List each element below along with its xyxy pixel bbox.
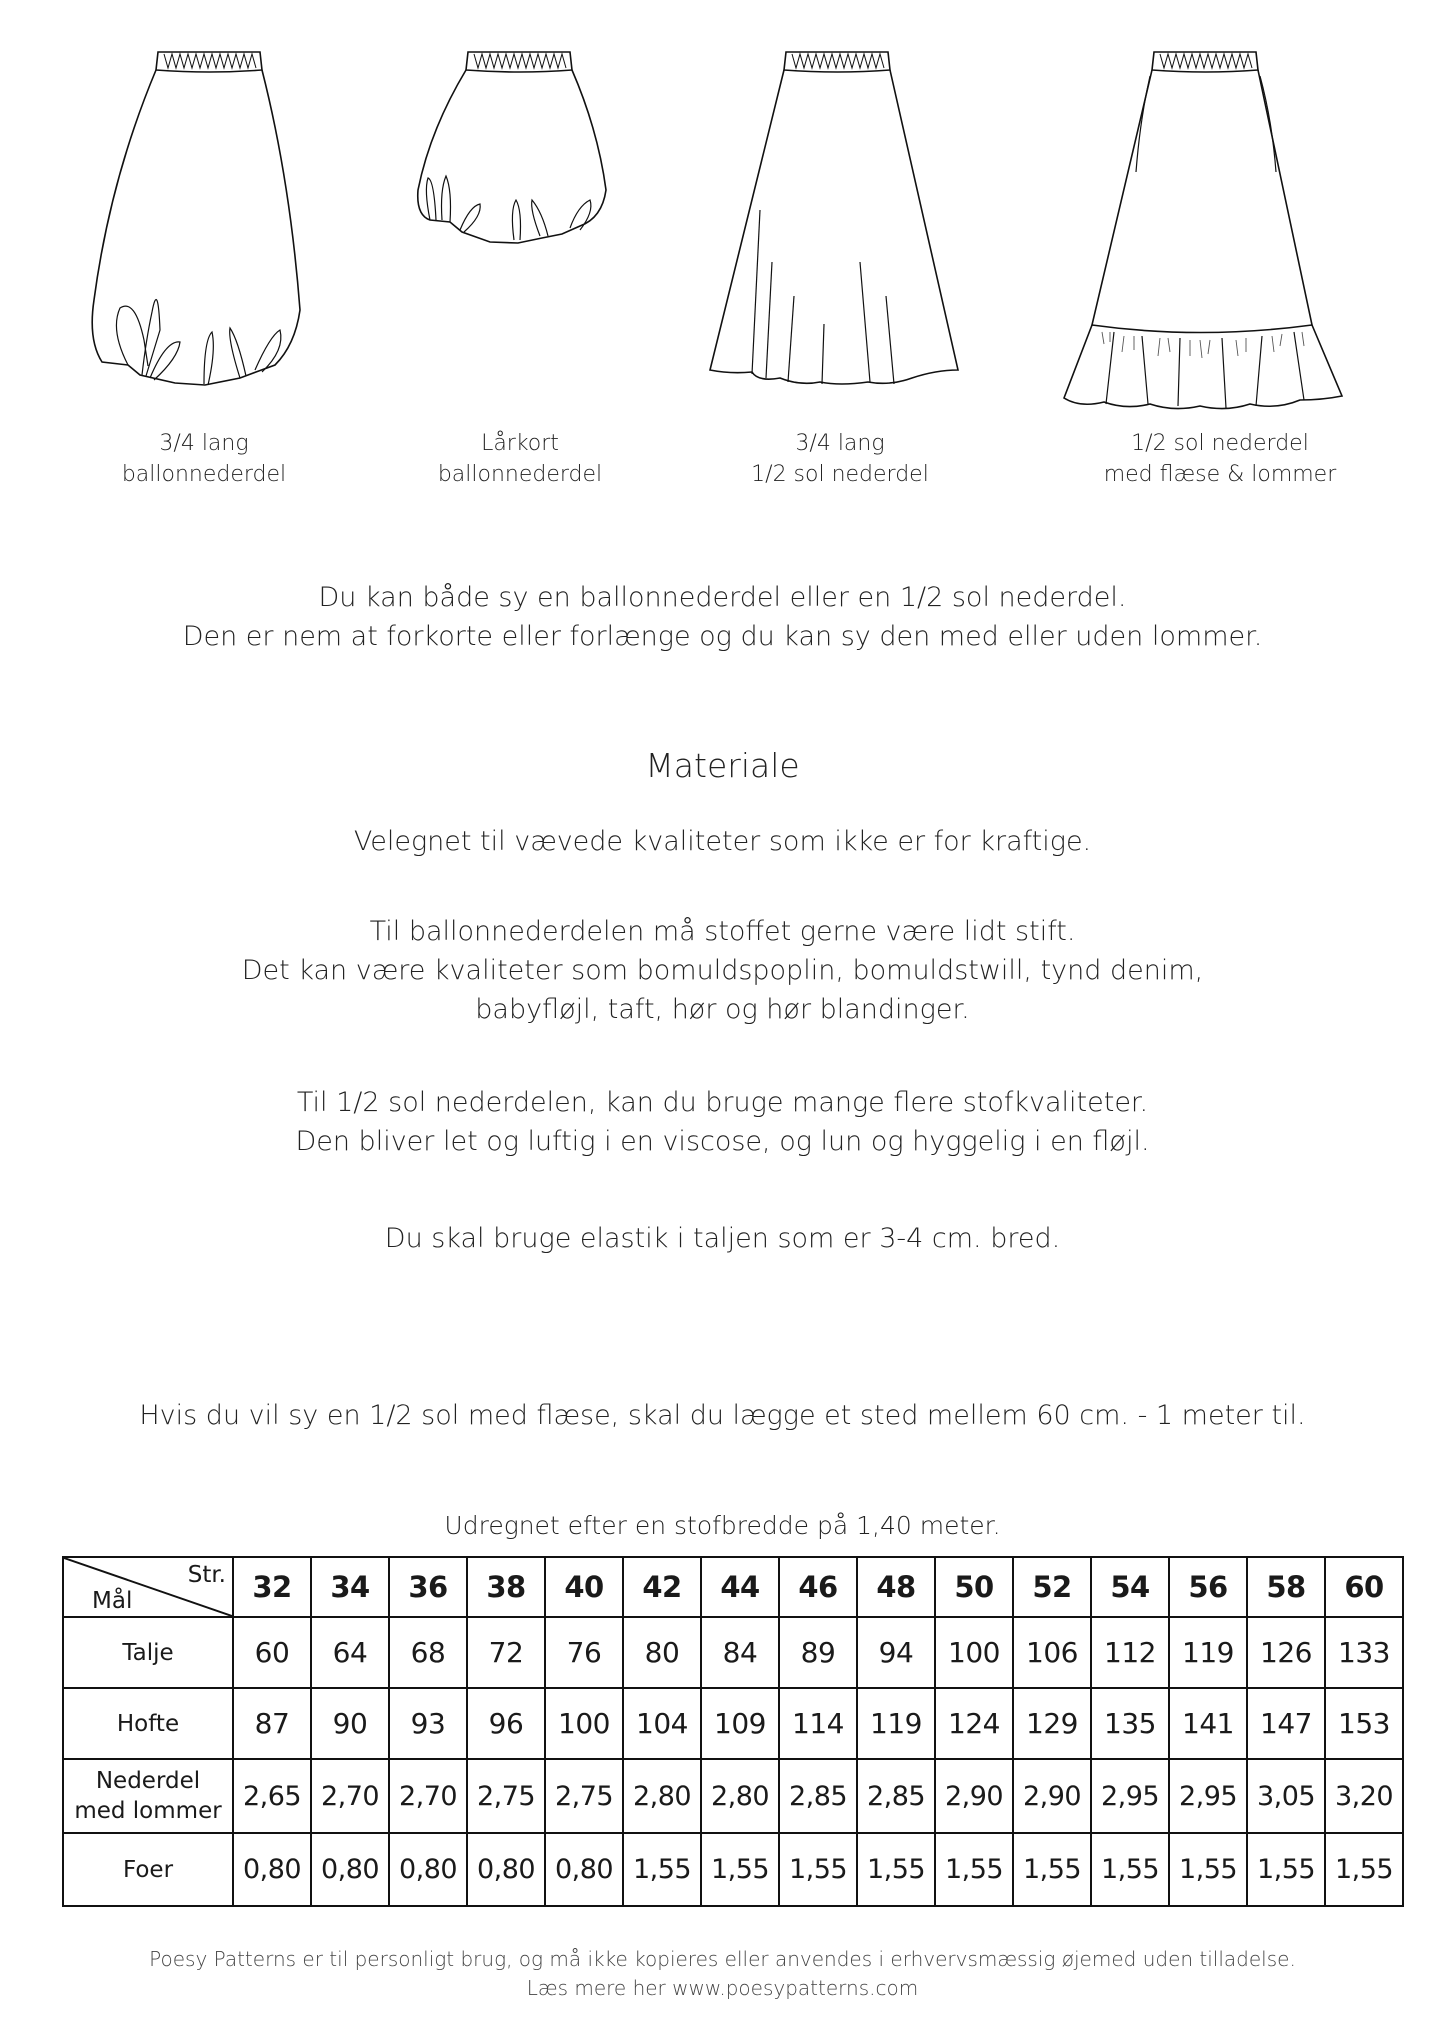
- row-label: [63, 1759, 233, 1833]
- illustration-3-4-lang-sol-nederdel: [700, 40, 990, 400]
- table-cell: 93: [389, 1688, 467, 1759]
- table-cell: 1,55: [1247, 1833, 1325, 1906]
- material-paragraph-3: [0, 1083, 1445, 1161]
- table-cell: 129: [1013, 1688, 1091, 1759]
- table-row-talje: [63, 1617, 1403, 1688]
- row-label: Foer: [63, 1833, 233, 1906]
- table-cell: 1,55: [1169, 1833, 1247, 1906]
- table-cell: 153: [1325, 1688, 1403, 1759]
- table-cell: 114: [779, 1688, 857, 1759]
- caption-line: 3/4 lang: [159, 431, 249, 456]
- table-cell: 126: [1247, 1617, 1325, 1688]
- table-cell: 141: [1169, 1688, 1247, 1759]
- size-header: 46: [779, 1557, 857, 1617]
- table-cell: 0,80: [311, 1833, 389, 1906]
- table-cell: 104: [623, 1688, 701, 1759]
- size-header: 58: [1247, 1557, 1325, 1617]
- intro-text: [0, 578, 1445, 656]
- table-cell: 119: [857, 1688, 935, 1759]
- table-cell: 1,55: [1091, 1833, 1169, 1906]
- caption-sol-nederdel-med-flaese: [1075, 428, 1365, 490]
- size-header: 38: [467, 1557, 545, 1617]
- table-cell: 147: [1247, 1688, 1325, 1759]
- table-cell: 2,80: [623, 1759, 701, 1833]
- table-cell: 1,55: [857, 1833, 935, 1906]
- table-cell: 112: [1091, 1617, 1169, 1688]
- table-row-foer: [63, 1833, 1403, 1906]
- material-line: Til 1/2 sol nederdelen, kan du bruge mange flere stofkvaliteter.: [296, 1087, 1149, 1118]
- flaese-note: Hvis du vil sy en 1/2 sol med flæse, skal du lægge et sted mellem 60 cm. - 1 meter til.: [139, 1400, 1306, 1431]
- size-header: 56: [1169, 1557, 1247, 1617]
- table-cell: 2,65: [233, 1759, 311, 1833]
- table-cell: 109: [701, 1688, 779, 1759]
- table-cell: 2,90: [935, 1759, 1013, 1833]
- table-cell: 0,80: [467, 1833, 545, 1906]
- table-cell: 2,75: [545, 1759, 623, 1833]
- size-header: 48: [857, 1557, 935, 1617]
- caption-line: med flæse & lommer: [1103, 462, 1337, 487]
- table-cell: 3,20: [1325, 1759, 1403, 1833]
- size-header: 32: [233, 1557, 311, 1617]
- size-table: [62, 1556, 1404, 1907]
- table-cell: 94: [857, 1617, 935, 1688]
- table-row-nederdel-med-lommer: [63, 1759, 1403, 1833]
- caption-line: 3/4 lang: [795, 431, 885, 456]
- table-cell: 1,55: [701, 1833, 779, 1906]
- corner-size-label: Str.: [187, 1562, 226, 1588]
- table-corner-cell: [63, 1557, 233, 1617]
- size-header: 34: [311, 1557, 389, 1617]
- table-cell: 2,80: [701, 1759, 779, 1833]
- caption-3-4-lang-ballonnederdel: [64, 428, 344, 490]
- illustration-sol-nederdel-med-flaese: [1050, 40, 1350, 410]
- table-cell: 124: [935, 1688, 1013, 1759]
- table-row-hofte: [63, 1688, 1403, 1759]
- size-header: 44: [701, 1557, 779, 1617]
- table-cell: 135: [1091, 1688, 1169, 1759]
- size-header: 36: [389, 1557, 467, 1617]
- caption-line: 1/2 sol nederdel: [751, 462, 929, 487]
- table-cell: 80: [623, 1617, 701, 1688]
- table-cell: 2,70: [389, 1759, 467, 1833]
- footer-link[interactable]: Læs mere her www.poesypatterns.com: [526, 1976, 919, 2000]
- row-label: Talje: [63, 1617, 233, 1688]
- size-header: 40: [545, 1557, 623, 1617]
- table-cell: 0,80: [389, 1833, 467, 1906]
- caption-line: 1/2 sol nederdel: [1131, 431, 1309, 456]
- material-line: Den bliver let og luftig i en viscose, og lun og hyggelig i en fløjl.: [295, 1126, 1150, 1157]
- footer-copyright: Poesy Patterns er til personligt brug, og må ikke kopieres eller anvendes i erhvervsmæssig øjemed uden tilladelse.: [149, 1947, 1296, 1971]
- table-cell: 2,70: [311, 1759, 389, 1833]
- row-label-line: med lommer: [74, 1798, 222, 1824]
- material-line: babyfløjl, taft, hør og hør blandinger.: [475, 994, 970, 1025]
- material-paragraph-4: Du skal bruge elastik i taljen som er 3-4 cm. bred.: [384, 1223, 1061, 1254]
- table-cell: 1,55: [935, 1833, 1013, 1906]
- table-cell: 133: [1325, 1617, 1403, 1688]
- illustration-3-4-lang-ballonnederdel: [80, 40, 350, 400]
- size-header: 52: [1013, 1557, 1091, 1617]
- caption-line: ballonnederdel: [121, 462, 287, 487]
- table-cell: 1,55: [623, 1833, 701, 1906]
- table-cell: 2,85: [857, 1759, 935, 1833]
- illustration-laarkort-ballonnederdel: [390, 40, 650, 280]
- material-heading: Materiale: [645, 746, 800, 785]
- size-header-row: [63, 1557, 1403, 1617]
- table-cell: 2,95: [1091, 1759, 1169, 1833]
- material-paragraph-1: Velegnet til vævede kvaliteter som ikke er for kraftige.: [353, 826, 1092, 857]
- table-cell: 106: [1013, 1617, 1091, 1688]
- table-cell: 0,80: [233, 1833, 311, 1906]
- table-cell: 1,55: [779, 1833, 857, 1906]
- material-paragraph-2: [0, 912, 1445, 1029]
- size-header: 50: [935, 1557, 1013, 1617]
- table-cell: 119: [1169, 1617, 1247, 1688]
- size-header: 60: [1325, 1557, 1403, 1617]
- table-cell: 0,80: [545, 1833, 623, 1906]
- table-cell: 3,05: [1247, 1759, 1325, 1833]
- table-cell: 96: [467, 1688, 545, 1759]
- table-cell: 100: [935, 1617, 1013, 1688]
- table-cell: 84: [701, 1617, 779, 1688]
- table-cell: 72: [467, 1617, 545, 1688]
- table-cell: 87: [233, 1688, 311, 1759]
- table-cell: 2,85: [779, 1759, 857, 1833]
- table-caption: Udregnet efter en stofbredde på 1,40 meter.: [444, 1511, 1001, 1540]
- table-cell: 89: [779, 1617, 857, 1688]
- table-cell: 2,95: [1169, 1759, 1247, 1833]
- table-cell: 1,55: [1013, 1833, 1091, 1906]
- table-cell: 60: [233, 1617, 311, 1688]
- table-cell: 2,75: [467, 1759, 545, 1833]
- intro-line: Du kan både sy en ballonnederdel eller en 1/2 sol nederdel.: [318, 582, 1127, 613]
- material-line: Det kan være kvaliteter som bomuldspoplin, bomuldstwill, tynd denim,: [241, 955, 1204, 986]
- table-cell: 1,55: [1325, 1833, 1403, 1906]
- caption-3-4-lang-sol-nederdel: [700, 428, 980, 490]
- table-cell: 64: [311, 1617, 389, 1688]
- caption-line: Lårkort: [481, 431, 559, 456]
- intro-line: Den er nem at forkorte eller forlænge og du kan sy den med eller uden lommer.: [182, 621, 1263, 652]
- corner-measure-label: Mål: [92, 1588, 133, 1614]
- row-label-line: Nederdel: [95, 1768, 201, 1794]
- table-cell: 68: [389, 1617, 467, 1688]
- table-cell: 100: [545, 1688, 623, 1759]
- footer: [0, 1945, 1445, 2003]
- row-label: Hofte: [63, 1688, 233, 1759]
- caption-laarkort-ballonnederdel: [380, 428, 660, 490]
- material-line: Til ballonnederdelen må stoffet gerne være lidt stift.: [369, 916, 1076, 947]
- table-cell: 90: [311, 1688, 389, 1759]
- caption-line: ballonnederdel: [437, 462, 603, 487]
- size-header: 42: [623, 1557, 701, 1617]
- size-header: 54: [1091, 1557, 1169, 1617]
- table-cell: 76: [545, 1617, 623, 1688]
- table-cell: 2,90: [1013, 1759, 1091, 1833]
